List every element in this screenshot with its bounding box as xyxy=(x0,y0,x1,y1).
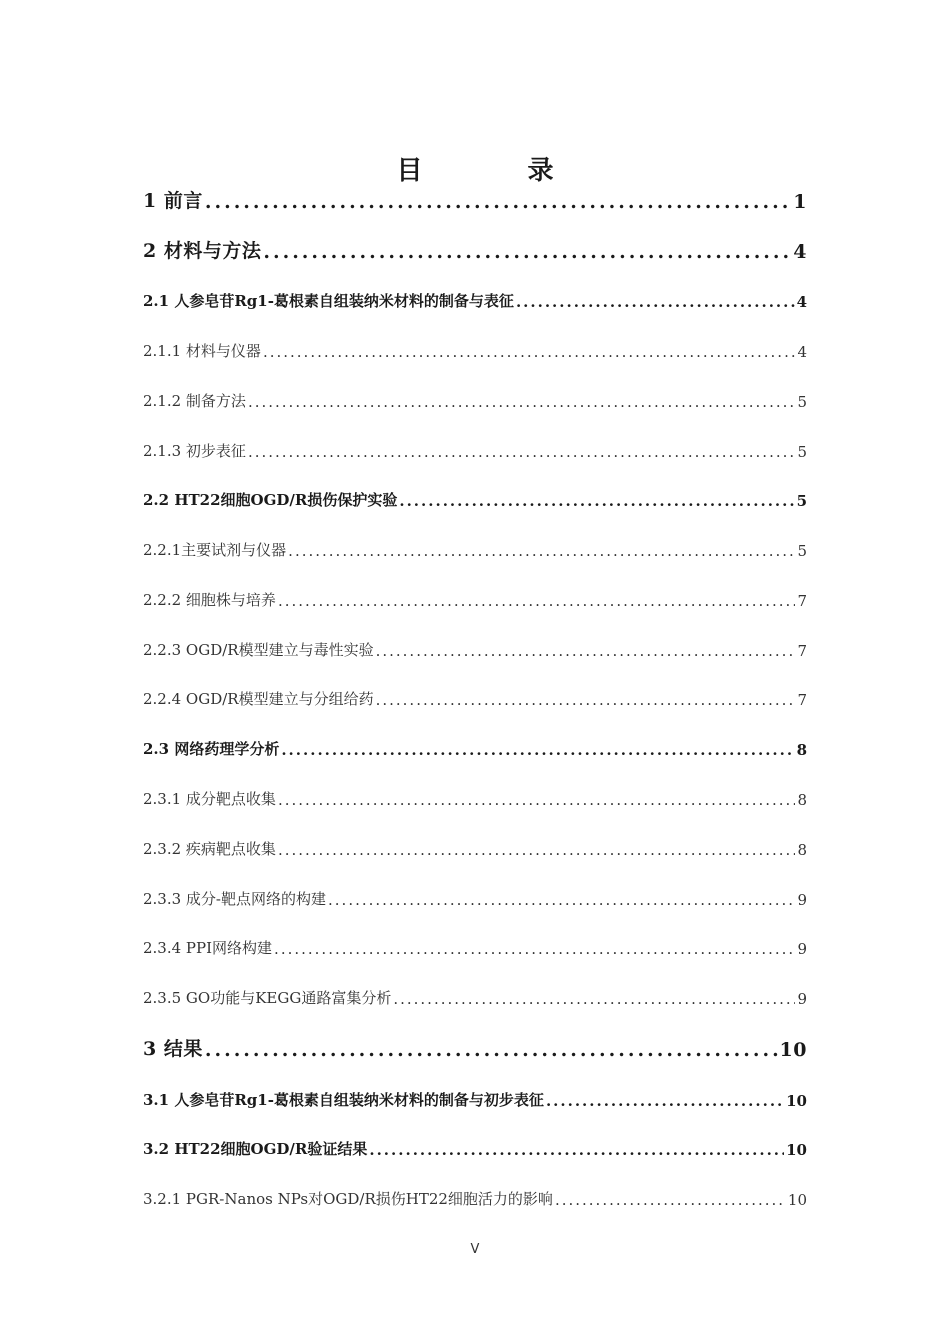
toc-entry-text: 2.2 HT22细胞OGD/R损伤保护实验 xyxy=(143,491,398,509)
toc-entry[interactable] xyxy=(143,539,807,560)
toc-title: 目 录 xyxy=(396,156,602,186)
toc-entry[interactable] xyxy=(143,888,807,909)
toc-entry-text: 2.3.5 GO功能与KEGG通路富集分析 xyxy=(143,989,392,1007)
toc-entry-text: 3.1 人参皂苷Rg1-葛根素自组装纳米材料的制备与初步表征 xyxy=(143,1091,544,1109)
toc-entry-text: 2.3 网络药理学分析 xyxy=(143,740,280,758)
toc-entry-page: 7 xyxy=(797,691,807,709)
toc-entry-page: 10 xyxy=(779,1039,807,1061)
toc-entry[interactable] xyxy=(143,440,807,461)
toc-entry-page: 4 xyxy=(796,293,807,311)
toc-entry-page: 9 xyxy=(797,940,807,958)
toc-leader xyxy=(278,592,796,610)
toc-entry-page: 5 xyxy=(797,393,807,411)
toc-entry[interactable] xyxy=(143,1034,807,1061)
toc-entry[interactable] xyxy=(143,489,807,510)
toc-leader xyxy=(516,293,795,311)
toc-entry-text: 2.3.4 PPI网络构建 xyxy=(143,939,273,957)
toc-entry-page: 4 xyxy=(797,343,807,361)
toc-leader xyxy=(263,343,796,361)
toc-entry-text: 2.2.1主要试剂与仪器 xyxy=(143,541,287,559)
toc-entry-text: 2.2.4 OGD/R模型建立与分组给药 xyxy=(143,690,374,708)
toc-entry[interactable] xyxy=(143,688,807,709)
toc-entry-text: 2.1 人参皂苷Rg1-葛根素自组装纳米材料的制备与表征 xyxy=(143,292,514,310)
toc-entry[interactable] xyxy=(143,390,807,411)
toc-entry[interactable] xyxy=(143,987,807,1008)
toc-leader xyxy=(263,241,791,263)
toc-entry[interactable] xyxy=(143,937,807,958)
toc-entry[interactable] xyxy=(143,788,807,809)
toc-entry-text: 2.3.1 成分靶点收集 xyxy=(143,790,276,808)
toc-entry[interactable] xyxy=(143,236,807,263)
toc-leader xyxy=(278,841,796,859)
toc-entry[interactable] xyxy=(143,340,807,361)
toc-entry-text: 2 材料与方法 xyxy=(143,240,262,262)
toc-entry[interactable] xyxy=(143,1089,807,1110)
toc-entry-page: 5 xyxy=(796,492,807,510)
toc-leader xyxy=(281,741,794,759)
toc-entry-text: 2.2.3 OGD/R模型建立与毒性实验 xyxy=(143,641,374,659)
toc-entry-text: 3.2.1 PGR-Nanos NPs对OGD/R损伤HT22细胞活力的影响 xyxy=(143,1190,553,1208)
toc-entry-text: 3 结果 xyxy=(143,1038,203,1060)
toc-entry[interactable] xyxy=(143,589,807,610)
toc-entry-page: 1 xyxy=(793,191,807,213)
toc-entry-page: 7 xyxy=(797,592,807,610)
toc-leader xyxy=(376,691,796,709)
toc-entry-page: 7 xyxy=(797,642,807,660)
toc-entry[interactable] xyxy=(143,1138,807,1159)
toc-leader xyxy=(393,990,795,1008)
toc-entry-text: 3.2 HT22细胞OGD/R验证结果 xyxy=(143,1140,368,1158)
toc-entry-page: 10 xyxy=(786,1141,807,1159)
toc-entry-page: 5 xyxy=(797,443,807,461)
toc-leader xyxy=(274,940,795,958)
page-number: V xyxy=(470,1242,480,1257)
toc-leader xyxy=(278,791,796,809)
toc-entry-text: 2.3.3 成分-靶点网络的构建 xyxy=(143,890,327,908)
toc-entry-page: 8 xyxy=(797,841,807,859)
toc-entry[interactable] xyxy=(143,838,807,859)
toc-entry-page: 10 xyxy=(786,1092,807,1110)
toc-leader xyxy=(205,191,791,213)
toc-leader xyxy=(376,642,796,660)
toc-leader xyxy=(555,1191,786,1209)
toc-entry[interactable] xyxy=(143,639,807,660)
toc-entry-text: 1 前言 xyxy=(143,190,203,212)
toc-leader xyxy=(328,891,795,909)
toc-entry-page: 4 xyxy=(793,241,807,263)
toc-entry-page: 10 xyxy=(787,1191,807,1209)
toc-entry-page: 8 xyxy=(796,741,807,759)
toc-entry-page: 8 xyxy=(797,791,807,809)
toc-entry-page: 5 xyxy=(797,542,807,560)
toc-entry-text: 2.1.3 初步表征 xyxy=(143,442,246,460)
toc-entry[interactable] xyxy=(143,290,807,311)
toc-leader xyxy=(546,1092,784,1110)
toc-entry-text: 2.2.2 细胞株与培养 xyxy=(143,591,276,609)
toc-entry-text: 2.1.2 制备方法 xyxy=(143,392,246,410)
toc-leader xyxy=(288,542,795,560)
toc-leader xyxy=(248,443,796,461)
toc-entry[interactable] xyxy=(143,186,807,213)
toc-entry-page: 9 xyxy=(797,990,807,1008)
toc-entry[interactable] xyxy=(143,738,807,759)
toc-entry[interactable] xyxy=(143,1188,807,1209)
toc-leader xyxy=(369,1141,784,1159)
toc-leader xyxy=(205,1039,778,1061)
toc-entry-text: 2.3.2 疾病靶点收集 xyxy=(143,840,276,858)
toc-entry-text: 2.1.1 材料与仪器 xyxy=(143,342,261,360)
toc-leader xyxy=(399,492,794,510)
toc-leader xyxy=(248,393,796,411)
toc-entry-page: 9 xyxy=(797,891,807,909)
